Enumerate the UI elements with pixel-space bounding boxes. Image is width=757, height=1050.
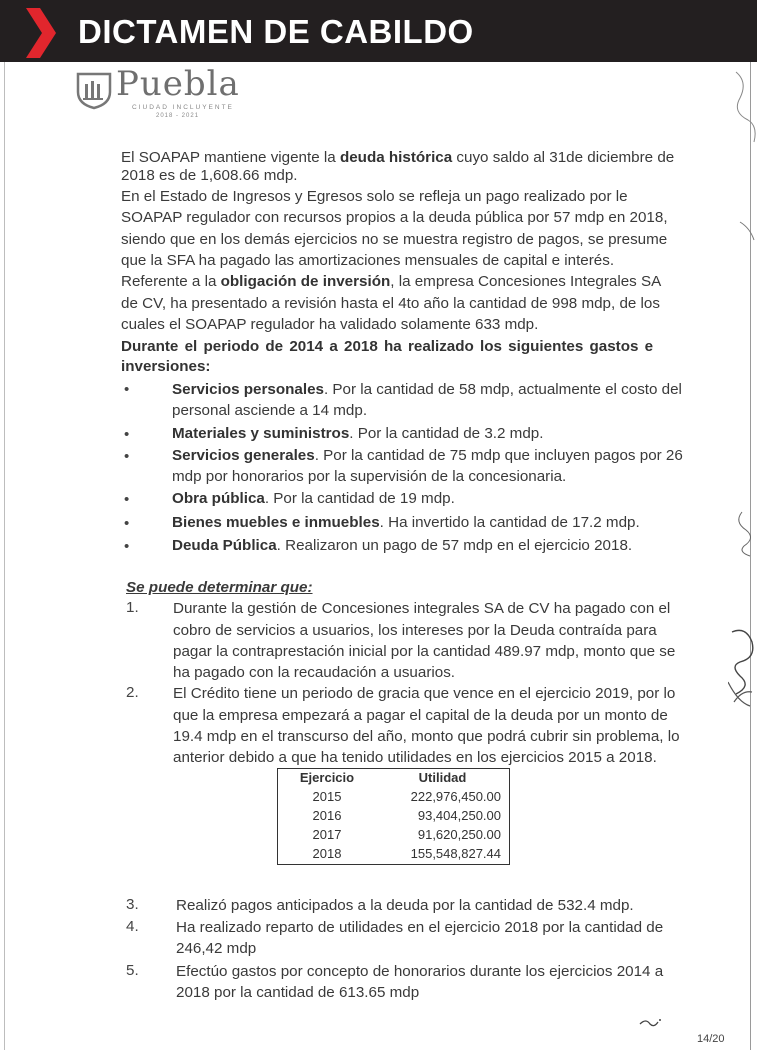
gastos-heading-line2: inversiones: bbox=[121, 358, 211, 375]
page-number: 14/20 bbox=[697, 1033, 725, 1045]
logo-years: 2018 - 2021 bbox=[156, 113, 200, 119]
table-cell-year: 2015 bbox=[312, 789, 342, 804]
header-banner bbox=[0, 0, 757, 62]
paragraph-ingresos-line4: que la SFA ha pagado las amortizaciones mensuales de capital e interés. bbox=[121, 252, 615, 269]
bullet-servicios-generales-cont: mdp por honorarios por la supervisión de la concesionaria. bbox=[172, 468, 567, 485]
bullet-mark: • bbox=[124, 515, 130, 532]
paragraph-deuda-line2: 2018 es de 1,608.66 mdp. bbox=[121, 167, 298, 184]
paragraph-ingresos-line3: siendo que en los demás ejercicios no se muestra registro de pagos, se presume bbox=[121, 231, 668, 248]
table-header-utilidad: Utilidad bbox=[418, 770, 467, 785]
gastos-heading-line1: Durante el periodo de 2014 a 2018 ha realizado los siguientes gastos e bbox=[121, 338, 654, 355]
margin-signature-marks bbox=[728, 62, 756, 1050]
logo-wordmark: Puebla bbox=[116, 64, 240, 104]
page-border-left bbox=[4, 62, 5, 1050]
puebla-logo bbox=[74, 64, 249, 125]
bullet-mark: • bbox=[124, 491, 130, 508]
item-1-line3: pagar la contraprestación inicial por la cantidad 489.97 mdp, monto que se bbox=[173, 643, 676, 660]
item-1-line1: Durante la gestión de Concesiones integrales SA de CV ha pagado con el bbox=[173, 600, 671, 617]
utilidad-table bbox=[277, 768, 510, 865]
table-row bbox=[278, 845, 510, 865]
page-title: DICTAMEN DE CABILDO bbox=[78, 13, 474, 50]
item-2-line2: que la empresa empezará a pagar el capital de la deuda por un monto de bbox=[173, 707, 668, 724]
paragraph-ingresos-line2: SOAPAP regulador con recursos propios a la deuda pública por 57 mdp en 2018, bbox=[121, 209, 668, 226]
table-cell-year: 2016 bbox=[312, 808, 342, 823]
item-number: 4. bbox=[126, 918, 139, 935]
table-cell-amount: 91,620,250.00 bbox=[417, 827, 501, 842]
item-4-line1: Ha realizado reparto de utilidades en el ejercicio 2018 por la cantidad de bbox=[176, 919, 664, 936]
bullet-mark: • bbox=[124, 381, 130, 398]
paragraph-deuda-line1: El SOAPAP mantiene vigente la deuda histórica cuyo saldo al 31de diciembre de bbox=[121, 149, 675, 166]
table-cell-amount: 222,976,450.00 bbox=[410, 789, 501, 804]
bullet-obra-publica: Obra pública. Por la cantidad de 19 mdp. bbox=[172, 490, 455, 507]
bullet-mark: • bbox=[124, 448, 130, 465]
item-5-line1: Efectúo gastos por concepto de honorarios durante los ejercicios 2014 a bbox=[176, 963, 664, 980]
item-2-line3: 19.4 mdp en el transcurso del año, monto que podrá cubrir sin problema, lo bbox=[173, 728, 680, 745]
paragraph-inversion-line1: Referente a la obligación de inversión, la empresa Concesiones Integrales SA bbox=[121, 273, 662, 290]
item-2-line1: El Crédito tiene un periodo de gracia que vence en el ejercicio 2019, por lo bbox=[173, 685, 676, 702]
item-1-line2: cobro de servicios a usuarios, los intereses por la Deuda contraída para bbox=[173, 622, 657, 639]
item-number: 5. bbox=[126, 962, 139, 979]
bullet-servicios-personales-cont: personal asciende a 14 mdp. bbox=[172, 402, 368, 419]
bullet-mark: • bbox=[124, 426, 130, 443]
table-header-row bbox=[278, 769, 510, 789]
table-row bbox=[278, 826, 510, 845]
logo-subtitle: CIUDAD INCLUYENTE bbox=[132, 104, 234, 111]
table-cell-year: 2018 bbox=[312, 846, 342, 861]
table-cell-amount: 93,404,250.00 bbox=[417, 808, 501, 823]
item-3-line1: Realizó pagos anticipados a la deuda por la cantidad de 532.4 mdp. bbox=[176, 897, 634, 914]
determinar-heading: Se puede determinar que: bbox=[126, 579, 313, 596]
item-1-line4: ha pagado con la recaudación a usuarios. bbox=[173, 664, 456, 681]
table-row bbox=[278, 788, 510, 807]
table-cell-year: 2017 bbox=[312, 827, 342, 842]
bullet-bienes-muebles: Bienes muebles e inmuebles. Ha invertido la cantidad de 17.2 mdp. bbox=[172, 514, 640, 531]
city-seal-icon bbox=[74, 70, 114, 110]
bullet-servicios-generales: Servicios generales. Por la cantidad de 75 mdp que incluyen pagos por 26 bbox=[172, 447, 683, 464]
item-4-line2: 246,42 mdp bbox=[176, 940, 257, 957]
paragraph-ingresos-line1: En el Estado de Ingresos y Egresos solo se refleja un pago realizado por le bbox=[121, 188, 628, 205]
item-number: 3. bbox=[126, 896, 139, 913]
paragraph-inversion-line2: de CV, ha presentado a revisión hasta el 4to año la cantidad de 998 mdp, de los bbox=[121, 295, 660, 312]
chevron-icon bbox=[26, 8, 56, 58]
margin-ink-marks bbox=[636, 1016, 666, 1030]
item-5-line2: 2018 por la cantidad de 613.65 mdp bbox=[176, 984, 420, 1001]
bullet-servicios-personales: Servicios personales. Por la cantidad de 58 mdp, actualmente el costo del bbox=[172, 381, 682, 398]
table-header-ejercicio: Ejercicio bbox=[299, 770, 355, 785]
bullet-mark: • bbox=[124, 538, 130, 555]
bullet-materiales: Materiales y suministros. Por la cantidad de 3.2 mdp. bbox=[172, 425, 544, 442]
table-row bbox=[278, 807, 510, 826]
bullet-deuda-publica: Deuda Pública. Realizaron un pago de 57 mdp en el ejercicio 2018. bbox=[172, 537, 633, 554]
table-cell-amount: 155,548,827.44 bbox=[410, 846, 501, 861]
item-number: 2. bbox=[126, 684, 139, 701]
item-number: 1. bbox=[126, 599, 139, 616]
item-2-line4: anterior debido a que ha tenido utilidades en los ejercicios 2015 a 2018. bbox=[173, 749, 657, 766]
paragraph-inversion-line3: cuales el SOAPAP regulador ha validado solamente 633 mdp. bbox=[121, 316, 539, 333]
